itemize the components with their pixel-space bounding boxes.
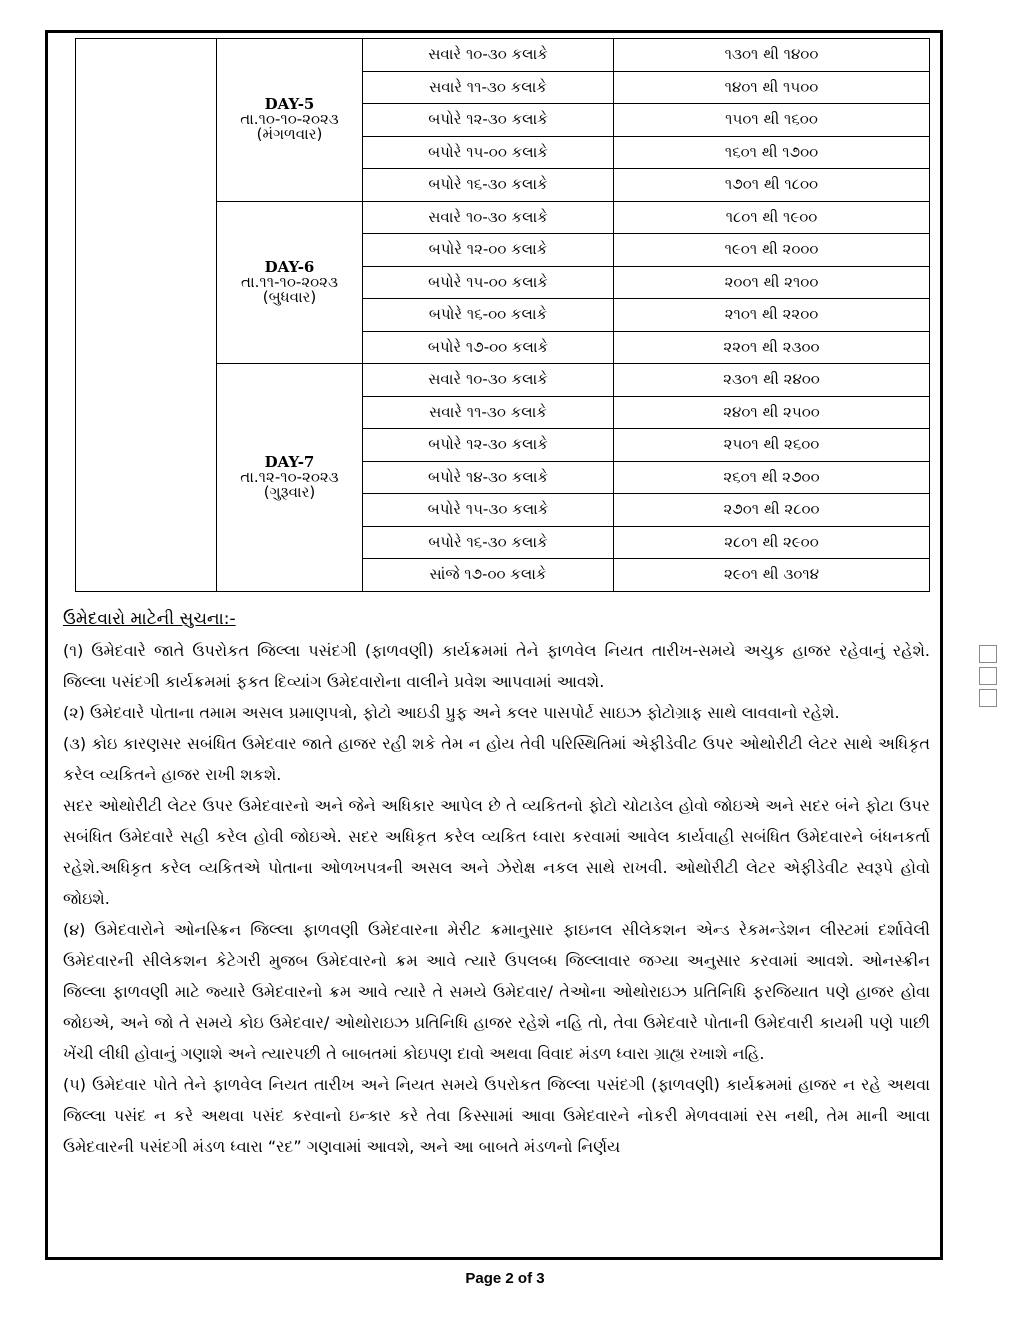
- slot-time-cell: બપોરે ૧૨-૩૦ કલાકે: [363, 429, 614, 462]
- day-name: DAY-5: [264, 95, 315, 114]
- instruction-paragraph: (૧) ઉમેદવારે જાતે ઉપરોકત જિલ્લા પસંદગી (ફાળવણી) કાર્યક્રમમાં તેને ફાળવેલ નિયત તારીખ-સમયે અચુક હાજર રહેવાનું રહેશે. જિલ્લા પસંદગી કાર્યક્રમમાં ફકત દિવ્યાંગ ઉમેદવારોના વાલીને પ્રવેશ આપવામાં આવશે.: [63, 641, 930, 691]
- slot-time-cell: બપોરે ૧૬-૦૦ કલાકે: [363, 299, 614, 332]
- slot-range-cell: ૨૫૦૧ થી ૨૬૦૦: [614, 429, 930, 462]
- day-weekday: (ગુરૂવાર): [263, 482, 316, 501]
- schedule-table: [75, 38, 930, 592]
- slot-range-cell: ૧૭૦૧ થી ૧૮૦૦: [614, 169, 930, 202]
- slot-range-cell: ૧૩૦૧ થી ૧૪૦૦: [614, 39, 930, 72]
- schedule-body: [76, 39, 930, 592]
- day-date: તા.૧૨-૧૦-૨૦૨૩: [240, 467, 339, 486]
- instruction-paragraph: (૪) ઉમેદવારોને ઓનસ્ક્રિન જિલ્લા ફાળવણી ઉમેદવારના મેરીટ ક્રમાનુસાર ફાઇનલ સીલેકશન એન્ડ રેકમન્ડેશન લીસ્ટમાં દર્શાવેલી ઉમેદવારની સીલેકશન કેટેગરી મુજબ ઉમેદવારનો ક્રમ આવે ત્યારે ઉપલબ્ધ જિલ્લાવાર જગ્યા અનુસાર કરવામાં આવશે. ઓનસ્ક્રીન જિલ્લા ફાળવણી માટે જ્યારે ઉમેદવારનો ક્રમ આવે ત્યારે તે સમયે ઉમેદવાર/ તેઓના ઓથોરાઇઝ પ્રતિનિધિ ફરજિયાત પણે હાજર હોવા જોઇએ, અને જો તે સમયે કોઇ ઉમેદવાર/ ઓથોરાઇઝ પ્રતિનિધિ હાજર રહેશે નહિ તો, તેવા ઉમેદવારે પોતાની ઉમેદવારી કાયમી પણે પાછી ખેંચી લીધી હોવાનું ગણાશે અને ત્યારપછી તે બાબતમાં કોઇપણ દાવો અથવા વિવાદ મંડળ ધ્વારા ગ્રાહ્ય રખાશે નહિ.: [63, 920, 930, 1063]
- slot-range-cell: ૨૦૦૧ થી ૨૧૦૦: [614, 266, 930, 299]
- slot-time-cell: બપોરે ૧૭-૦૦ કલાકે: [363, 331, 614, 364]
- slot-time-cell: બપોરે ૧૪-૩૦ કલાકે: [363, 461, 614, 494]
- slot-range-cell: ૨૪૦૧ થી ૨૫૦૦: [614, 396, 930, 429]
- slot-time-cell: સવારે ૧૦-૩૦ કલાકે: [363, 201, 614, 234]
- slot-time-cell: સવારે ૧૦-૩૦ કલાકે: [363, 364, 614, 397]
- slot-range-cell: ૨૨૦૧ થી ૨૩૦૦: [614, 331, 930, 364]
- slot-time-cell: બપોરે ૧૬-૩૦ કલાકે: [363, 169, 614, 202]
- instruction-paragraph: (૩) કોઇ કારણસર સબંધિત ઉમેદવાર જાતે હાજર રહી શકે તેમ ન હોય તેવી પરિસ્થિતિમાં એફીડેવીટ ઉપર ઓથોરીટી લેટર સાથે અધિકૃત કરેલ વ્યકિતને હાજર રાખી શકશે.: [63, 734, 930, 784]
- table-row: [76, 39, 930, 72]
- slot-time-cell: સવારે ૧૧-૩૦ કલાકે: [363, 71, 614, 104]
- instruction-paragraph: (૨) ઉમેદવારે પોતાના તમામ અસલ પ્રમાણપત્રો, ફોટો આઇડી પ્રુફ અને કલર પાસપોર્ટ સાઇઝ ફોટોગ્રાફ સાથે લાવવાનો રહેશે.: [63, 703, 840, 722]
- slot-time-cell: સાંજે ૧૭-૦૦ કલાકે: [363, 559, 614, 592]
- page-frame: [45, 30, 943, 1260]
- slot-range-cell: ૨૬૦૧ થી ૨૭૦૦: [614, 461, 930, 494]
- slot-range-cell: ૧૬૦૧ થી ૧૭૦૦: [614, 136, 930, 169]
- slot-range-cell: ૨૩૦૧ થી ૨૪૦૦: [614, 364, 930, 397]
- day-cell: [217, 201, 363, 364]
- side-checkbox[interactable]: [979, 689, 997, 707]
- blank-column-cell: [76, 39, 217, 592]
- day-weekday: (મંગળવાર): [256, 125, 323, 144]
- day-date: તા.૧૦-૧૦-૨૦૨૩: [240, 110, 339, 129]
- slot-time-cell: બપોરે ૧૨-૩૦ કલાકે: [363, 104, 614, 137]
- slot-range-cell: ૨૯૦૧ થી ૩૦૧૪: [614, 559, 930, 592]
- instructions-heading: ઉમેદવારો માટેની સુચના:-: [63, 609, 236, 629]
- slot-range-cell: ૧૪૦૧ થી ૧૫૦૦: [614, 71, 930, 104]
- slot-range-cell: ૨૭૦૧ થી ૨૮૦૦: [614, 494, 930, 527]
- slot-time-cell: બપોરે ૧૫-૦૦ કલાકે: [363, 266, 614, 299]
- side-checkbox-group: [979, 645, 997, 711]
- side-checkbox[interactable]: [979, 667, 997, 685]
- day-cell: [217, 364, 363, 592]
- day-name: DAY-7: [264, 452, 315, 471]
- instruction-paragraph: સદર ઓથોરીટી લેટર ઉપર ઉમેદવારનો અને જેને અધિકાર આપેલ છે તે વ્યકિતનો ફોટો ચોટાડેલ હોવો જોઇએ અને સદર બંને ફોટા ઉપર સબંધિત ઉમેદવારે સહી કરેલ હોવી જોઇએ. સદર અધિકૃત કરેલ વ્યકિત ધ્વારા કરવામાં આવેલ કાર્યવાહી સબંધિત ઉમેદવારને બંધનકર્તા રહેશે.અધિકૃત કરેલ વ્યકિતએ પોતાના ઓળખપત્રની અસલ અને ઝેરોક્ષ નકલ સાથે રાખવી. ઓથોરીટી લેટર એફીડેવીટ સ્વરૂપે હોવો જોઇશે.: [63, 796, 930, 908]
- instructions-section: [63, 609, 930, 1162]
- slot-time-cell: સવારે ૧૦-૩૦ કલાકે: [363, 39, 614, 72]
- slot-range-cell: ૧૯૦૧ થી ૨૦૦૦: [614, 234, 930, 267]
- slot-time-cell: બપોરે ૧૨-૦૦ કલાકે: [363, 234, 614, 267]
- slot-time-cell: બપોરે ૧૬-૩૦ કલાકે: [363, 526, 614, 559]
- slot-range-cell: ૧૫૦૧ થી ૧૬૦૦: [614, 104, 930, 137]
- day-cell: [217, 39, 363, 202]
- day-date: તા.૧૧-૧૦-૨૦૨૩: [241, 272, 338, 291]
- side-checkbox[interactable]: [979, 645, 997, 663]
- instruction-paragraph: (૫) ઉમેદવાર પોતે તેને ફાળવેલ નિયત તારીખ અને નિયત સમયે ઉપરોકત જિલ્લા પસંદગી (ફાળવણી) કાર્યક્રમમાં હાજર ન રહે અથવા જિલ્લા પસંદ ન કરે અથવા પસંદ કરવાનો ઇન્કાર કરે તેવા કિસ્સામાં આવા ઉમેદવારને નોકરી મેળવવામાં રસ નથી, તેમ માની આવા ઉમેદવારની પસંદગી મંડળ ધ્વારા “રદ” ગણવામાં આવશે, અને આ બાબતે મંડળનો નિર્ણય: [63, 1075, 930, 1156]
- slot-range-cell: ૨૮૦૧ થી ૨૯૦૦: [614, 526, 930, 559]
- slot-time-cell: બપોરે ૧૫-૩૦ કલાકે: [363, 494, 614, 527]
- day-name: DAY-6: [264, 257, 315, 276]
- slot-time-cell: સવારે ૧૧-૩૦ કલાકે: [363, 396, 614, 429]
- slot-time-cell: બપોરે ૧૫-૦૦ કલાકે: [363, 136, 614, 169]
- day-weekday: (બુધવાર): [262, 287, 317, 306]
- slot-range-cell: ૨૧૦૧ થી ૨૨૦૦: [614, 299, 930, 332]
- page-number: Page 2 of 3: [465, 1270, 545, 1287]
- slot-range-cell: ૧૮૦૧ થી ૧૯૦૦: [614, 201, 930, 234]
